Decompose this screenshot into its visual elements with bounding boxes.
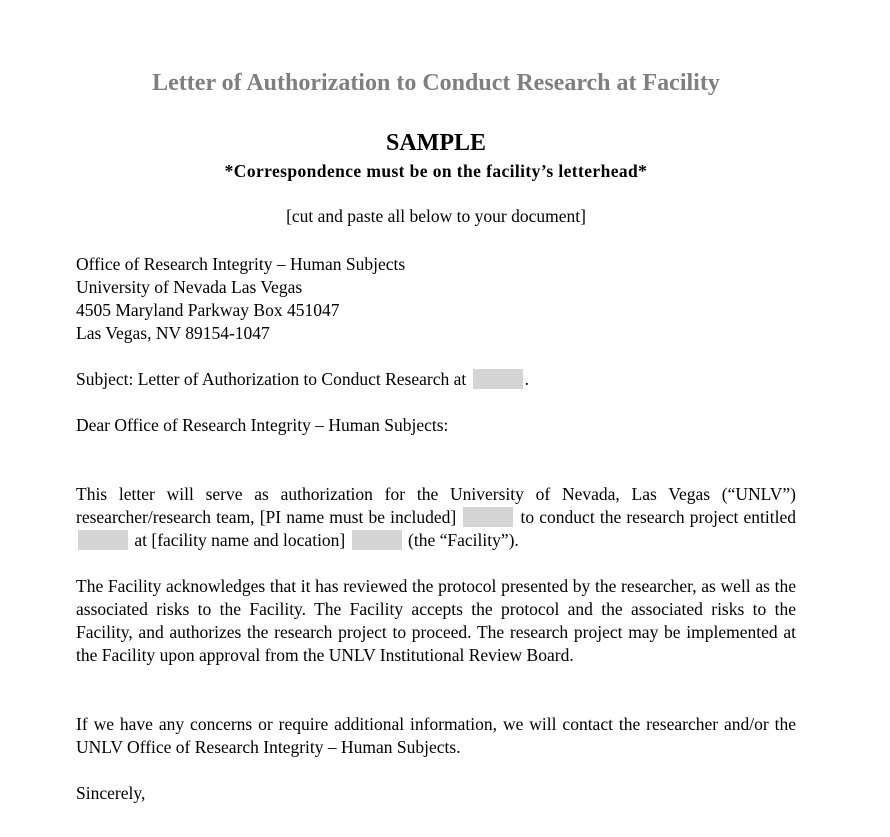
- closing: Sincerely,: [76, 783, 146, 803]
- document-title: Letter of Authorization to Conduct Research at Facility: [152, 70, 720, 96]
- p1-part-a: This letter will serve as authorization for the University of Nevada, Las Vegas (“UNLV”) researcher/research team, [PI name must be included]: [76, 484, 796, 527]
- address-line-2: University of Nevada Las Vegas: [76, 277, 303, 297]
- acknowledgement-paragraph: The Facility acknowledges that it has reviewed the protocol presented by the researcher, as well as the associated risks to the Facility. The Facility accepts the protocol and the associated risks to the Facility, and authorizes the research project to proceed. The research project may be implemented at the Facility upon approval from the UNLV Institutional Review Board.: [76, 576, 796, 665]
- facility-name-field[interactable]: [473, 369, 523, 389]
- contact-paragraph: If we have any concerns or require additional information, we will contact the researcher and/or the UNLV Office of Research Integrity – Human Subjects.: [76, 714, 796, 757]
- p1-part-b: to conduct the research project entitled: [520, 507, 797, 527]
- letterhead-note: *Correspondence must be on the facility’s letterhead*: [224, 161, 648, 181]
- p1-part-d: (the “Facility”).: [408, 530, 519, 550]
- address-line-1: Office of Research Integrity – Human Subjects: [76, 254, 406, 274]
- project-title-field[interactable]: [78, 530, 128, 550]
- address-line-3: 4505 Maryland Parkway Box 451047: [76, 300, 340, 320]
- subject-text: Subject: Letter of Authorization to Conduct Research at: [76, 369, 467, 389]
- facility-location-field[interactable]: [352, 530, 402, 550]
- pi-name-field[interactable]: [463, 507, 513, 527]
- sample-heading: SAMPLE: [385, 130, 486, 156]
- subject-period: .: [524, 369, 529, 389]
- subject-line: [76, 368, 529, 390]
- salutation: Dear Office of Research Integrity – Human Subjects:: [76, 415, 449, 435]
- authorization-paragraph: [76, 483, 796, 552]
- address-line-4: Las Vegas, NV 89154-1047: [76, 323, 270, 343]
- cut-paste-instruction: [cut and paste all below to your document]: [286, 206, 586, 226]
- p1-part-c: at [facility name and location]: [134, 530, 346, 550]
